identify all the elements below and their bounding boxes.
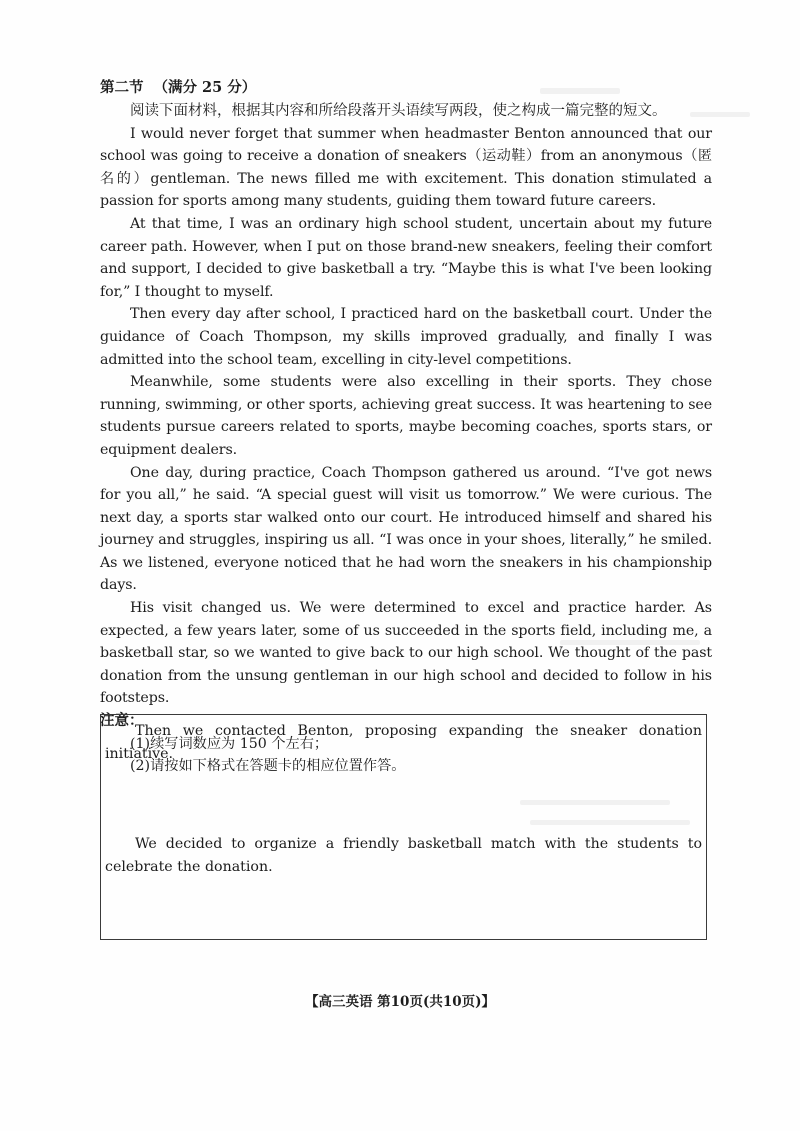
passage-paragraph: At that time, I was an ordinary high school student, uncertain about my future career path. However, when I put on those brand-new sneakers, feeling their comfort and support, I decided to give basketball a try. “Maybe this is what I've been looking for,” I thought to myself. bbox=[100, 215, 712, 300]
section-title: 第二节 bbox=[100, 79, 144, 96]
notes-heading: 注意： bbox=[100, 712, 144, 730]
task-instruction: 阅读下面材料，根据其内容和所给段落开头语续写两段，使之构成一篇完整的短文。 bbox=[130, 103, 667, 119]
section-points: （满分 25 分） bbox=[153, 79, 257, 96]
paragraph-1-opening: Then we contacted Benton, proposing expanding the sneaker donation initiative. bbox=[105, 723, 702, 762]
passage-paragraph: One day, during practice, Coach Thompson gathered us around. “I've got news for you all,” he said. “A special guest will visit us tomorrow.” We were curious. The next day, a sports star walked onto our court. He introduced himself and shared his journey and struggles, inspiring us all. “I was once in your shoes, literally,” he smiled. As we listened, everyone noticed that he had worn the sneakers in his championship days. bbox=[100, 464, 712, 594]
note-item: (2)请按如下格式在答题卡的相应位置作答。 bbox=[130, 758, 406, 775]
passage-paragraph: Then every day after school, I practiced hard on the basketball court. Under the guidance of Coach Thompson, my skills improved gradually, and finally I was admitted into the school team, excelling in city-level competitions. bbox=[100, 306, 712, 368]
question-text bbox=[100, 76, 712, 778]
note-item: (1)续写词数应为 150 个左右； bbox=[130, 735, 329, 752]
passage-paragraph: His visit changed us. We were determined to excel and practice harder. As expected, a few years later, some of us succeeded in the sports field, including me, a basketball star, so we wanted to give back to our high school. We thought of the past donation from the unsung gentleman in our high school and decided to follow in his footsteps. bbox=[100, 600, 712, 707]
page-footer: 【高三英语 第10页(共10页)】 bbox=[304, 994, 496, 1010]
paragraph-2-opening: We decided to organize a friendly basketball match with the students to celebrate the donation. bbox=[105, 836, 702, 875]
passage-paragraph: Meanwhile, some students were also excelling in their sports. They chose running, swimming, or other sports, achieving great success. It was heartening to see students pursue careers related to sports, maybe becoming coaches, sports stars, or equipment dealers. bbox=[100, 374, 712, 458]
passage-paragraph: I would never forget that summer when headmaster Benton announced that our school was going to receive a donation of sneakers（运动鞋）from an anonymous（匿名的）gentleman. The news filled me with excitement. This donation stimulated a passion for sports among many students, guiding them toward future careers. bbox=[100, 125, 712, 210]
answer-box bbox=[100, 714, 707, 940]
section-heading bbox=[100, 76, 712, 100]
